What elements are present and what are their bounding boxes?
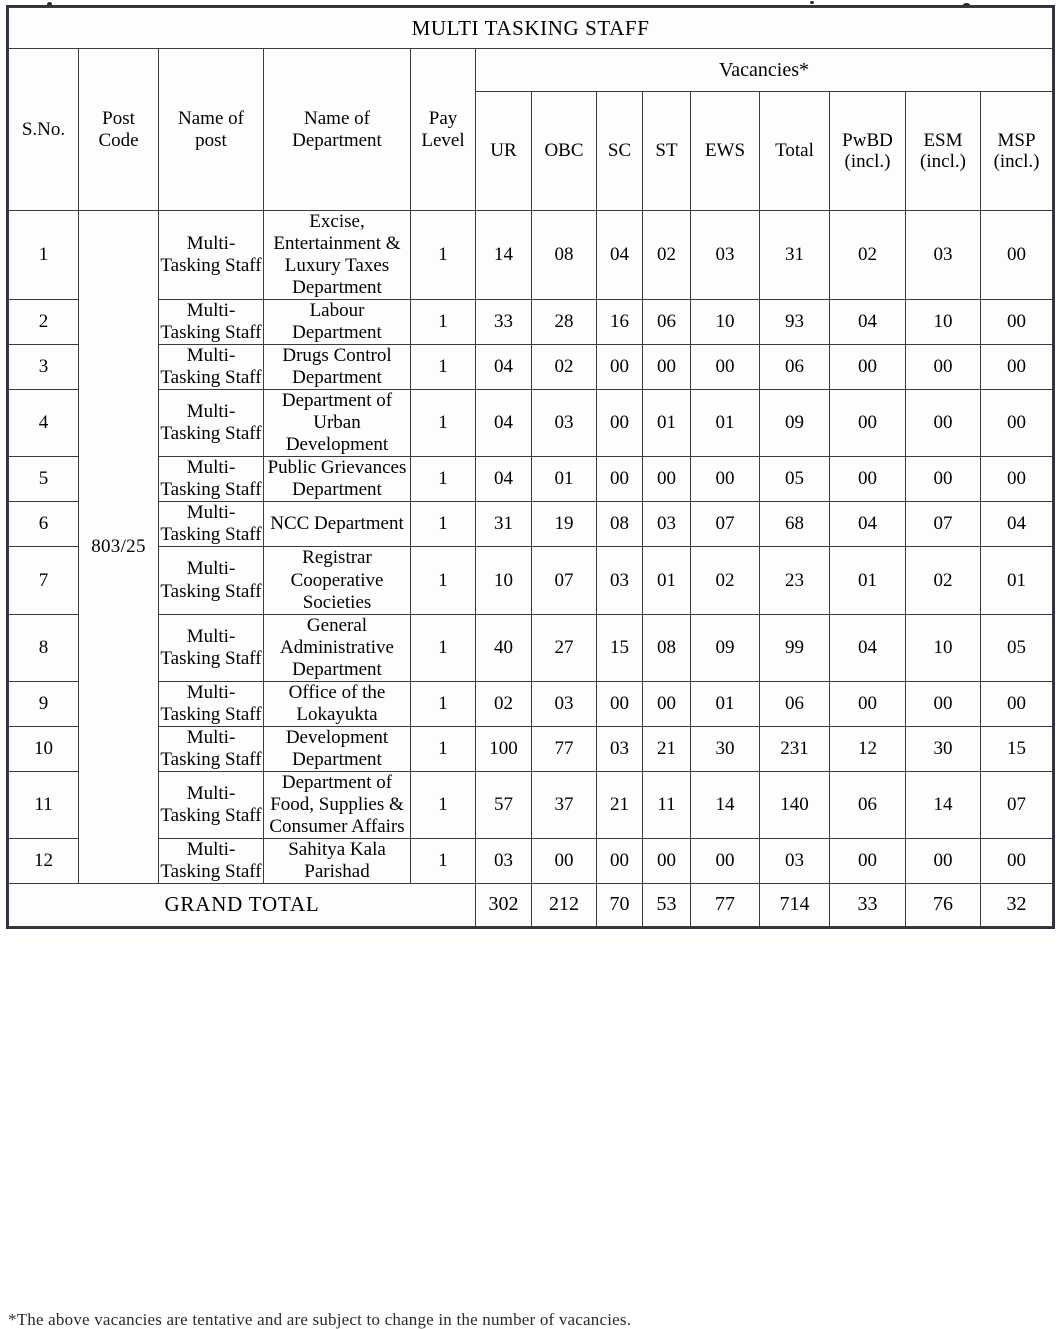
cell-sc: 00 xyxy=(597,390,643,457)
cell-sno: 3 xyxy=(9,345,79,390)
table-row xyxy=(9,345,1053,390)
table-title: MULTI TASKING STAFF xyxy=(9,8,1053,49)
cell-obc: 03 xyxy=(532,681,597,726)
cell-obc: 19 xyxy=(532,502,597,547)
cell-pwbd: 04 xyxy=(830,614,906,681)
cell-ews: 10 xyxy=(691,300,760,345)
cell-esm: 10 xyxy=(906,614,981,681)
cell-st: 00 xyxy=(643,345,691,390)
grand-total-pwbd: 33 xyxy=(830,883,906,926)
cell-name-of-post: Multi-Tasking Staff xyxy=(159,614,264,681)
cell-pwbd: 00 xyxy=(830,457,906,502)
cell-ur: 04 xyxy=(476,457,532,502)
cell-st: 01 xyxy=(643,390,691,457)
cell-total: 99 xyxy=(760,614,830,681)
column-header-esm-line2: (incl.) xyxy=(920,151,966,172)
cell-st: 02 xyxy=(643,211,691,300)
cell-esm: 14 xyxy=(906,771,981,838)
cell-st: 00 xyxy=(643,838,691,883)
cell-ews: 30 xyxy=(691,726,760,771)
cell-obc: 08 xyxy=(532,211,597,300)
cell-obc: 01 xyxy=(532,457,597,502)
scan-artifact-speck xyxy=(810,1,814,4)
cell-name-of-department: Public Grievances Department xyxy=(264,457,411,502)
cell-total: 68 xyxy=(760,502,830,547)
cell-name-of-post: Multi-Tasking Staff xyxy=(160,502,262,546)
table-row xyxy=(9,390,1053,457)
cell-ur: 03 xyxy=(476,838,532,883)
column-header-sc: SC xyxy=(597,92,643,211)
grand-total-st: 53 xyxy=(643,883,691,926)
cell-ur: 04 xyxy=(476,345,532,390)
cell-pwbd: 00 xyxy=(830,390,906,457)
cell-sno: 6 xyxy=(9,502,79,547)
table-row xyxy=(9,502,1053,547)
cell-pay-level: 1 xyxy=(411,211,476,300)
cell-esm: 00 xyxy=(906,681,981,726)
cell-msp: 00 xyxy=(981,345,1053,390)
cell-sno: 7 xyxy=(9,547,79,614)
cell-msp: 00 xyxy=(981,457,1053,502)
column-header-pwbd xyxy=(830,92,906,211)
cell-ur: 40 xyxy=(476,614,532,681)
grand-total-label: GRAND TOTAL xyxy=(9,883,476,926)
cell-name-of-department: Drugs Control Department xyxy=(264,345,411,390)
title-row xyxy=(9,8,1053,49)
cell-esm: 00 xyxy=(906,390,981,457)
grand-total-obc: 212 xyxy=(532,883,597,926)
cell-msp: 00 xyxy=(981,681,1053,726)
column-header-pwbd-line2: (incl.) xyxy=(844,151,891,172)
cell-pwbd: 04 xyxy=(830,300,906,345)
cell-sno: 11 xyxy=(9,771,79,838)
cell-name-of-department: Registrar Cooperative Societies xyxy=(264,547,411,614)
cell-pwbd: 00 xyxy=(830,681,906,726)
cell-obc: 00 xyxy=(532,838,597,883)
cell-total: 06 xyxy=(760,681,830,726)
cell-sc: 08 xyxy=(597,502,643,547)
column-header-st: ST xyxy=(643,92,691,211)
column-header-pay-level-line1: Pay xyxy=(428,108,458,130)
cell-sno: 9 xyxy=(9,681,79,726)
grand-total-row xyxy=(9,883,1053,926)
column-header-msp xyxy=(981,92,1053,211)
column-header-post-code-line1: Post xyxy=(102,108,135,130)
header-row-top xyxy=(9,49,1053,92)
cell-sc: 21 xyxy=(597,771,643,838)
cell-ur: 02 xyxy=(476,681,532,726)
cell-name-of-post: Multi-Tasking Staff xyxy=(159,390,264,457)
column-header-name-of-post-line1: Name of xyxy=(178,108,244,130)
cell-pay-level: 1 xyxy=(411,726,476,771)
cell-name-of-post: Multi-Tasking Staff xyxy=(160,345,262,389)
cell-name-of-department: Excise, Entertainment & Luxury Taxes Department xyxy=(264,211,411,300)
vacancy-table-container xyxy=(8,7,1052,927)
cell-pay-level: 1 xyxy=(411,771,476,838)
cell-name-of-post: Multi-Tasking Staff xyxy=(159,211,264,300)
cell-st: 01 xyxy=(643,547,691,614)
column-header-name-of-post xyxy=(159,49,264,211)
cell-st: 11 xyxy=(643,771,691,838)
cell-obc: 02 xyxy=(532,345,597,390)
cell-pay-level: 1 xyxy=(411,390,476,457)
cell-pwbd: 00 xyxy=(830,838,906,883)
cell-pwbd: 06 xyxy=(830,771,906,838)
cell-obc: 37 xyxy=(532,771,597,838)
column-header-post-code-line2: Code xyxy=(98,129,139,151)
cell-msp: 00 xyxy=(981,211,1053,300)
grand-total-sc: 70 xyxy=(597,883,643,926)
cell-st: 06 xyxy=(643,300,691,345)
cell-sc: 15 xyxy=(597,614,643,681)
cell-ur: 100 xyxy=(476,726,532,771)
cell-sno: 4 xyxy=(9,390,79,457)
cell-total: 93 xyxy=(760,300,830,345)
cell-obc: 07 xyxy=(532,547,597,614)
cell-esm: 03 xyxy=(906,211,981,300)
cell-sno: 10 xyxy=(9,726,79,771)
cell-name-of-post: Multi-Tasking Staff xyxy=(160,726,262,770)
cell-name-of-department: Department of Food, Supplies & Consumer Affairs xyxy=(264,771,411,838)
cell-pay-level: 1 xyxy=(411,838,476,883)
cell-ur: 10 xyxy=(476,547,532,614)
grand-total-ur: 302 xyxy=(476,883,532,926)
cell-st: 08 xyxy=(643,614,691,681)
cell-esm: 00 xyxy=(906,838,981,883)
cell-st: 00 xyxy=(643,681,691,726)
multi-tasking-staff-vacancy-table xyxy=(8,7,1053,927)
cell-pwbd: 04 xyxy=(830,502,906,547)
grand-total-total: 714 xyxy=(760,883,830,926)
column-header-dept-line2: Department xyxy=(292,129,382,151)
cell-sno: 5 xyxy=(9,457,79,502)
cell-pwbd: 12 xyxy=(830,726,906,771)
cell-sno: 2 xyxy=(9,300,79,345)
cell-total: 23 xyxy=(760,547,830,614)
cell-total: 140 xyxy=(760,771,830,838)
cell-pay-level: 1 xyxy=(411,345,476,390)
column-header-sno: S.No. xyxy=(9,49,79,211)
column-header-esm-line1: ESM xyxy=(923,129,963,151)
cell-sno: 8 xyxy=(9,614,79,681)
cell-ur: 04 xyxy=(476,390,532,457)
cell-pay-level: 1 xyxy=(411,547,476,614)
cell-ur: 57 xyxy=(476,771,532,838)
table-row xyxy=(9,681,1053,726)
cell-esm: 07 xyxy=(906,502,981,547)
cell-name-of-department: Department of Urban Development xyxy=(264,390,411,457)
cell-msp: 07 xyxy=(981,771,1053,838)
table-row xyxy=(9,838,1053,883)
cell-total: 231 xyxy=(760,726,830,771)
grand-total-ews: 77 xyxy=(691,883,760,926)
cell-sno: 1 xyxy=(9,211,79,300)
column-header-msp-line2: (incl.) xyxy=(993,151,1040,172)
cell-msp: 00 xyxy=(981,300,1053,345)
cell-total: 06 xyxy=(760,345,830,390)
cell-name-of-department: Development Department xyxy=(264,726,411,771)
cell-ews: 01 xyxy=(691,390,760,457)
cell-total: 31 xyxy=(760,211,830,300)
cell-pay-level: 1 xyxy=(411,681,476,726)
cell-ur: 33 xyxy=(476,300,532,345)
cell-sc: 00 xyxy=(597,681,643,726)
cell-name-of-post: Multi-Tasking Staff xyxy=(159,547,264,614)
column-header-name-of-department xyxy=(264,49,411,211)
table-row xyxy=(9,547,1053,614)
cell-sc: 00 xyxy=(597,457,643,502)
grand-total-esm: 76 xyxy=(906,883,981,926)
cell-sc: 00 xyxy=(597,838,643,883)
cell-name-of-department: General Administrative Department xyxy=(264,614,411,681)
cell-msp: 04 xyxy=(981,502,1053,547)
cell-name-of-post: Multi-Tasking Staff xyxy=(160,457,262,501)
cell-ews: 00 xyxy=(691,838,760,883)
cell-obc: 27 xyxy=(532,614,597,681)
cell-ews: 03 xyxy=(691,211,760,300)
cell-pay-level: 1 xyxy=(411,457,476,502)
table-row xyxy=(9,614,1053,681)
cell-sno: 12 xyxy=(9,838,79,883)
page-footer-cut-text: *The above vacancies are tentative and are subject to change in the number of vacancies. xyxy=(8,1310,632,1329)
cell-sc: 16 xyxy=(597,300,643,345)
cell-esm: 30 xyxy=(906,726,981,771)
cell-name-of-post: Multi-Tasking Staff xyxy=(160,681,262,725)
cell-sc: 04 xyxy=(597,211,643,300)
column-header-post-code xyxy=(79,49,159,211)
column-header-dept-line1: Name of xyxy=(304,108,370,130)
table-row xyxy=(9,771,1053,838)
cell-name-of-department: NCC Department xyxy=(264,502,411,547)
cell-ur: 31 xyxy=(476,502,532,547)
cell-ews: 14 xyxy=(691,771,760,838)
cell-st: 03 xyxy=(643,502,691,547)
cell-pay-level: 1 xyxy=(411,502,476,547)
cell-name-of-department: Labour Department xyxy=(264,300,411,345)
cell-msp: 01 xyxy=(981,547,1053,614)
cell-st: 21 xyxy=(643,726,691,771)
cell-ews: 00 xyxy=(691,345,760,390)
cell-sc: 03 xyxy=(597,547,643,614)
cell-ur: 14 xyxy=(476,211,532,300)
cell-name-of-post: Multi-Tasking Staff xyxy=(159,771,264,838)
cell-pay-level: 1 xyxy=(411,614,476,681)
cell-total: 09 xyxy=(760,390,830,457)
column-header-ews: EWS xyxy=(691,92,760,211)
cell-msp: 00 xyxy=(981,390,1053,457)
cell-esm: 10 xyxy=(906,300,981,345)
table-row xyxy=(9,457,1053,502)
cell-msp: 05 xyxy=(981,614,1053,681)
table-row xyxy=(9,726,1053,771)
cell-sc: 03 xyxy=(597,726,643,771)
column-header-name-of-post-line2: post xyxy=(195,129,227,151)
column-header-pay-level xyxy=(411,49,476,211)
column-header-pwbd-line1: PwBD xyxy=(842,129,893,151)
cell-msp: 00 xyxy=(981,838,1053,883)
cell-name-of-department: Office of the Lokayukta xyxy=(264,681,411,726)
cell-obc: 77 xyxy=(532,726,597,771)
cell-total: 05 xyxy=(760,457,830,502)
cell-esm: 00 xyxy=(906,345,981,390)
cell-pwbd: 00 xyxy=(830,345,906,390)
cell-post-code: 803/25 xyxy=(79,211,159,884)
table-row xyxy=(9,300,1053,345)
column-header-obc: OBC xyxy=(532,92,597,211)
cell-st: 00 xyxy=(643,457,691,502)
column-header-vacancies-group: Vacancies* xyxy=(476,49,1053,92)
table-row xyxy=(9,211,1053,300)
cell-name-of-department: Sahitya Kala Parishad xyxy=(264,838,411,883)
cell-esm: 00 xyxy=(906,457,981,502)
cell-sc: 00 xyxy=(597,345,643,390)
column-header-msp-line1: MSP xyxy=(997,129,1036,151)
cell-esm: 02 xyxy=(906,547,981,614)
cell-total: 03 xyxy=(760,838,830,883)
cell-ews: 02 xyxy=(691,547,760,614)
cell-ews: 00 xyxy=(691,457,760,502)
cell-obc: 28 xyxy=(532,300,597,345)
column-header-esm xyxy=(906,92,981,211)
column-header-total: Total xyxy=(760,92,830,211)
cell-pwbd: 02 xyxy=(830,211,906,300)
column-header-ur: UR xyxy=(476,92,532,211)
cell-name-of-post: Multi-Tasking Staff xyxy=(160,300,262,344)
cell-ews: 09 xyxy=(691,614,760,681)
grand-total-msp: 32 xyxy=(981,883,1053,926)
cell-pay-level: 1 xyxy=(411,300,476,345)
cell-ews: 01 xyxy=(691,681,760,726)
cell-obc: 03 xyxy=(532,390,597,457)
cell-ews: 07 xyxy=(691,502,760,547)
cell-pwbd: 01 xyxy=(830,547,906,614)
cell-msp: 15 xyxy=(981,726,1053,771)
cell-name-of-post: Multi-Tasking Staff xyxy=(160,838,262,882)
column-header-pay-level-line2: Level xyxy=(421,129,465,151)
